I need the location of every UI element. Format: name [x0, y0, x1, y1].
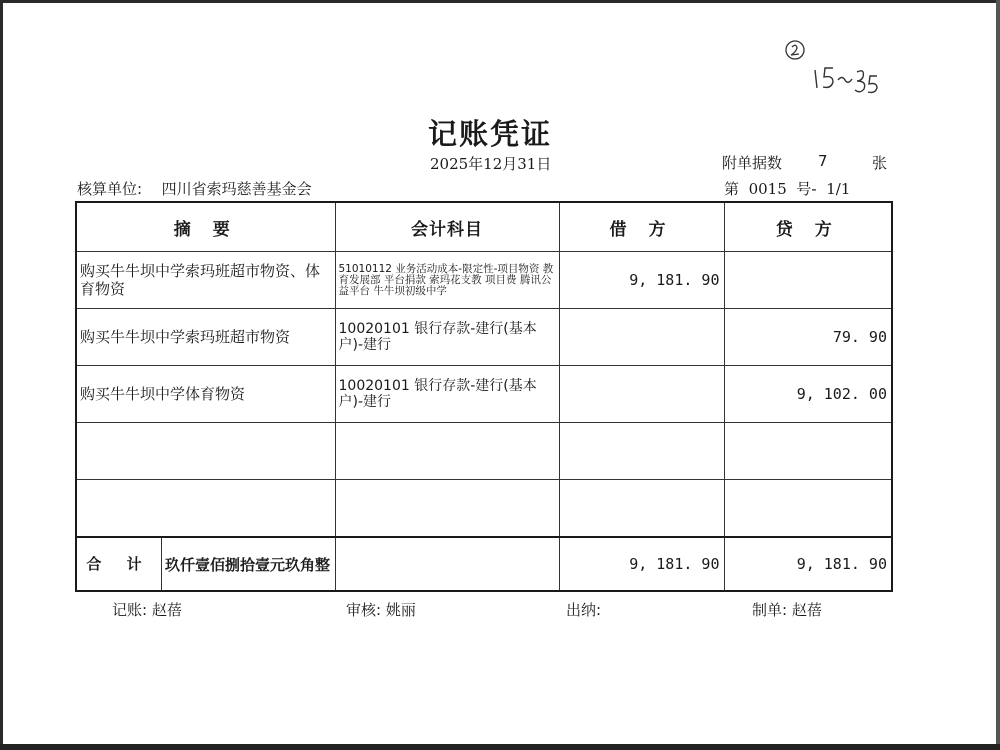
total-account-cell [335, 537, 559, 591]
row-summary [76, 480, 335, 538]
voucher-number-prefix: 第 [724, 180, 740, 198]
row-debit [559, 423, 724, 480]
accounting-unit-label: 核算单位: [77, 180, 143, 198]
handwritten-note [775, 38, 885, 98]
header-credit: 贷 方 [724, 202, 892, 252]
scan-border-top [0, 0, 1000, 3]
total-row [76, 537, 892, 591]
header-summary: 摘 要 [76, 202, 335, 252]
table-row [76, 366, 892, 423]
voucher-table [75, 201, 893, 592]
row-summary: 购买牛牛坝中学索玛班超市物资 [76, 309, 335, 366]
row-account: 10020101 银行存款-建行(基本户)-建行 [335, 309, 559, 366]
row-account [335, 480, 559, 538]
voucher-date: 2025年12月31日 [430, 155, 552, 173]
header-debit: 借 方 [559, 202, 724, 252]
voucher-number: 0015 [748, 180, 787, 198]
row-debit [559, 480, 724, 538]
row-credit [724, 423, 892, 480]
row-credit: 9, 102. 00 [724, 366, 892, 423]
row-account: 51010112 业务活动成本-限定性-项目物资 教育发展部 平台捐款 索玛花支教 项目费 腾讯公益平台 牛牛坝初级中学 [335, 252, 559, 309]
table-row [76, 252, 892, 309]
row-credit: 79. 90 [724, 309, 892, 366]
row-debit: 9, 181. 90 [559, 252, 724, 309]
table-header-row [76, 202, 892, 252]
row-summary: 购买牛牛坝中学索玛班超市物资、体育物资 [76, 252, 335, 309]
table-row [76, 423, 892, 480]
attachments-count: 7 [818, 152, 828, 170]
row-debit [559, 366, 724, 423]
row-summary: 购买牛牛坝中学体育物资 [76, 366, 335, 423]
header-account: 会计科目 [335, 202, 559, 252]
total-cell [76, 537, 335, 591]
total-debit: 9, 181. 90 [559, 537, 724, 591]
voucher-page: 1/1 [826, 180, 851, 198]
total-credit: 9, 181. 90 [724, 537, 892, 591]
voucher-number-line [724, 178, 850, 199]
row-account [335, 423, 559, 480]
row-credit [724, 252, 892, 309]
row-debit [559, 309, 724, 366]
voucher-number-suffix: 号- [796, 180, 817, 198]
row-account: 10020101 银行存款-建行(基本户)-建行 [335, 366, 559, 423]
page-title: 记账凭证 [427, 117, 552, 151]
scan-border-bottom [0, 744, 1000, 750]
accounting-unit-name: 四川省索玛慈善基金会 [161, 180, 312, 198]
reviewer-signature: 审核: 姚丽 [346, 601, 416, 619]
total-amount-words: 玖仟壹佰捌拾壹元玖角整 [165, 555, 331, 574]
total-label: 合 计 [77, 538, 162, 590]
attachments-label: 附单据数 [722, 154, 783, 172]
table-row [76, 480, 892, 538]
table-row [76, 309, 892, 366]
accounting-unit [77, 178, 312, 199]
bookkeeper-signature: 记账: 赵蓓 [112, 601, 182, 619]
row-credit [724, 480, 892, 538]
scan-border-right [996, 0, 1000, 750]
preparer-signature: 制单: 赵蓓 [752, 601, 822, 619]
attachments-unit: 张 [872, 154, 888, 172]
row-summary [76, 423, 335, 480]
cashier-signature: 出纳: [566, 601, 602, 619]
